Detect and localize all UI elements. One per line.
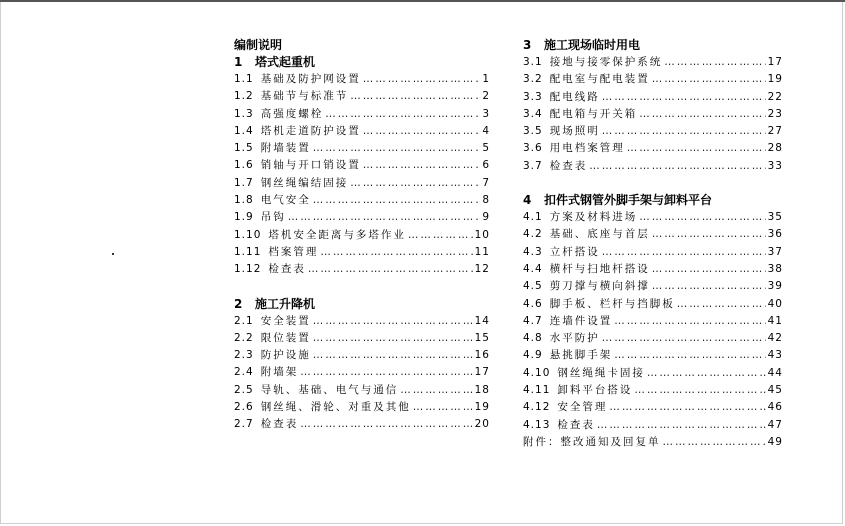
section-title: 塔式起重机: [255, 55, 316, 69]
toc-list-section-4: [523, 209, 783, 434]
toc-list-section-1: [234, 71, 490, 279]
leader-dots: [350, 175, 480, 192]
toc-entry[interactable]: [234, 330, 490, 347]
leader-dots: [313, 140, 481, 157]
toc-entry[interactable]: [234, 192, 490, 209]
toc-entry-number: 4.11: [523, 384, 551, 397]
leader-dots: [288, 209, 481, 226]
stray-mark: [112, 253, 114, 255]
toc-entry[interactable]: [523, 226, 783, 243]
toc-entry-number: 4.6: [523, 297, 543, 310]
toc-entry-number: 1.12: [234, 263, 262, 276]
toc-entry-number: 3.3: [523, 90, 543, 103]
toc-entry-title: 接地与接零保护系统: [549, 56, 663, 68]
toc-entry[interactable]: [523, 313, 783, 330]
toc-entry-title: 钢丝绳编结固接: [260, 176, 349, 189]
leader-dots: [634, 382, 765, 399]
section-number: 4: [523, 193, 532, 208]
leader-dots: [652, 261, 766, 278]
toc-entry-number: 1.11: [234, 245, 262, 258]
leader-dots: [363, 157, 481, 174]
toc-entry-page: 36: [767, 228, 783, 241]
leader-dots: [639, 106, 765, 123]
leader-dots: [647, 365, 766, 382]
toc-entry[interactable]: [523, 261, 783, 278]
toc-entry-number: 1.10: [234, 228, 262, 241]
toc-entry-page: 45: [767, 384, 783, 397]
toc-entry-number: 2.7: [234, 418, 254, 431]
toc-entry-title: 档案管理: [268, 245, 319, 258]
toc-entry-number: 4.5: [523, 280, 543, 293]
leader-dots: [677, 296, 766, 313]
toc-entry-number: 2.6: [234, 401, 254, 414]
toc-entry-page: 39: [767, 280, 783, 293]
toc-entry-number: 3.4: [523, 107, 543, 120]
toc-entry-number: 3.2: [523, 73, 543, 86]
toc-entry[interactable]: [234, 106, 490, 123]
toc-entry-title: 钢丝绳、滑轮、对重及其他: [260, 401, 411, 414]
toc-entry-title: 附墙装置: [260, 142, 311, 155]
leader-dots: [313, 330, 473, 347]
toc-entry-page: 37: [767, 245, 783, 258]
toc-entry[interactable]: [234, 416, 490, 433]
toc-entry-title: 悬挑脚手架: [549, 349, 613, 362]
header-title: 编制说明: [234, 38, 283, 52]
leader-dots: [363, 123, 481, 140]
leader-dots: [602, 123, 766, 140]
toc-entry-number: 3.5: [523, 125, 543, 138]
leader-dots: [652, 71, 766, 88]
leader-dots: [320, 244, 472, 261]
leader-dots: [602, 89, 766, 106]
toc-entry-title: 塔机安全距离与多塔作业: [268, 228, 406, 241]
toc-right-column: [523, 37, 783, 451]
toc-entry[interactable]: [523, 123, 783, 140]
leader-dots: [664, 54, 765, 71]
section-number: 3: [523, 38, 532, 52]
toc-list-section-3: [523, 54, 783, 175]
toc-entry[interactable]: [234, 244, 490, 261]
toc-entry-page: 5: [482, 142, 490, 155]
toc-entry-number: 2.3: [234, 349, 254, 362]
toc-entry-number: 1.5: [234, 142, 254, 155]
toc-entry-title: 配电线路: [549, 90, 600, 103]
toc-entry-title: 卸料平台搭设: [557, 384, 633, 397]
leader-dots: [639, 209, 765, 226]
toc-entry-title: 方案及材料进场: [549, 211, 638, 224]
leader-dots: [313, 347, 473, 364]
leader-dots: [652, 278, 766, 295]
toc-entry-page: 8: [482, 194, 490, 207]
section-heading-1: [234, 54, 490, 71]
toc-entry-number: 2.1: [234, 314, 254, 327]
toc-entry-page: 20: [474, 418, 490, 431]
leader-dots: [614, 313, 765, 330]
toc-entry[interactable]: [234, 382, 490, 399]
toc-entry-title: 吊钩: [260, 211, 286, 224]
toc-entry-page: 16: [474, 349, 490, 362]
leader-dots: [614, 347, 765, 364]
toc-entry-title: 立杆搭设: [549, 245, 600, 258]
section-heading-2: [234, 296, 490, 313]
toc-entry-page: 4: [482, 124, 490, 137]
toc-entry-page: 43: [767, 349, 783, 362]
toc-entry-title: 基础、底座与首层: [549, 228, 650, 241]
toc-entry-page: 6: [482, 159, 490, 172]
toc-entry-title: 检查表: [557, 418, 595, 431]
toc-entry-number: 4.9: [523, 349, 543, 362]
toc-entry-page: 19: [767, 73, 783, 86]
toc-entry[interactable]: [523, 209, 783, 226]
toc-entry-page: 17: [474, 366, 490, 379]
toc-entry-number: 1.7: [234, 176, 254, 189]
section-number: 2: [234, 296, 243, 311]
toc-entry[interactable]: [523, 399, 783, 416]
toc-entry[interactable]: [523, 296, 783, 313]
toc-list-appendix: [523, 434, 783, 451]
toc-entry-page: 27: [767, 125, 783, 138]
toc-entry-page: 47: [767, 418, 783, 431]
toc-entry-number: 4.13: [523, 418, 551, 431]
toc-entry-number: 1.1: [234, 73, 254, 85]
toc-entry-number: 4.3: [523, 245, 543, 258]
toc-entry-page: 19: [474, 401, 490, 414]
leader-dots: [350, 88, 480, 105]
leader-dots: [300, 416, 472, 433]
toc-entry-title: 连墙件设置: [549, 314, 613, 327]
toc-entry-title: 限位装置: [260, 331, 311, 344]
toc-entry-page: 10: [474, 228, 490, 241]
toc-entry-title: 检查表: [260, 418, 299, 431]
toc-entry-number: 4.4: [523, 262, 543, 275]
section-title: 施工现场临时用电: [544, 38, 641, 52]
toc-entry-page: 38: [767, 262, 783, 275]
toc-entry-page: 42: [767, 332, 783, 345]
toc-entry-page: 9: [482, 211, 490, 224]
toc-entry[interactable]: [523, 89, 783, 106]
leader-dots: [589, 158, 765, 175]
section-title: 施工升降机: [255, 296, 316, 311]
toc-entry[interactable]: [523, 330, 783, 347]
toc-entry-title: 安全装置: [260, 314, 311, 327]
toc-entry-title: 水平防护: [549, 332, 600, 345]
toc-entry[interactable]: [234, 347, 490, 364]
toc-entry-title: 用电档案管理: [549, 142, 625, 155]
leader-dots: [313, 313, 473, 330]
section-number: 1: [234, 55, 243, 69]
leader-dots: [308, 261, 473, 278]
leader-dots: [663, 434, 766, 451]
toc-entry-number: 4.1: [523, 211, 543, 224]
leader-dots: [300, 364, 472, 381]
toc-entry-title: 销轴与开口销设置: [260, 159, 361, 172]
toc-entry-title: 基础节与标准节: [260, 90, 349, 103]
toc-left-column: [234, 37, 490, 434]
toc-entry[interactable]: [523, 278, 783, 295]
toc-entry-title: 检查表: [549, 159, 588, 172]
toc-entry[interactable]: [234, 227, 490, 244]
toc-entry-page: 40: [767, 297, 783, 310]
toc-entry-title: 横杆与扫地杆搭设: [549, 262, 650, 275]
toc-entry[interactable]: [523, 347, 783, 364]
toc-entry-title: 脚手板、栏杆与挡脚板: [549, 297, 675, 310]
toc-entry-title: 附墙架: [260, 366, 299, 379]
toc-entry-page: 17: [767, 56, 783, 68]
toc-entry-number: 4.12: [523, 401, 551, 414]
toc-entry[interactable]: [523, 54, 783, 71]
toc-entry-number: 1.3: [234, 107, 254, 120]
toc-entry[interactable]: [234, 399, 490, 416]
toc-entry[interactable]: [523, 417, 783, 434]
toc-entry-number: 2.4: [234, 366, 254, 379]
toc-entry[interactable]: [234, 364, 490, 381]
toc-entry[interactable]: [234, 140, 490, 157]
toc-entry-page: 33: [767, 159, 783, 172]
leader-dots: [313, 192, 481, 209]
toc-entry-number: 1.9: [234, 211, 254, 224]
toc-entry-title: 钢丝绳绳卡固接: [557, 366, 645, 379]
toc-entry-page: 18: [474, 383, 490, 396]
toc-entry[interactable]: [523, 106, 783, 123]
toc-entry-page: 15: [474, 331, 490, 344]
section-heading-3: [523, 37, 783, 54]
toc-entry-title: 配电箱与开关箱: [549, 107, 638, 120]
toc-entry[interactable]: [234, 175, 490, 192]
toc-entry-title: 安全管理: [557, 401, 608, 414]
toc-entry-page: 28: [767, 142, 783, 155]
toc-entry[interactable]: [234, 88, 490, 105]
toc-entry-number: 4.10: [523, 366, 551, 379]
toc-entry[interactable]: [234, 261, 490, 278]
leader-dots: [363, 71, 481, 88]
toc-entry-appendix[interactable]: [523, 434, 783, 451]
leader-dots: [602, 244, 766, 261]
toc-entry-number: 4.8: [523, 332, 543, 345]
toc-entry[interactable]: [523, 244, 783, 261]
toc-entry[interactable]: [234, 71, 490, 88]
leader-dots: [325, 106, 480, 123]
toc-entry-title: 现场照明: [549, 125, 600, 138]
toc-entry-title: 防护设施: [260, 349, 311, 362]
toc-entry-page: 44: [767, 366, 783, 379]
leader-dots: [597, 417, 766, 434]
leader-dots: [413, 399, 473, 416]
toc-entry-page: 12: [474, 263, 490, 276]
toc-entry-title: 高强度螺栓: [260, 107, 324, 120]
toc-entry-title: 检查表: [268, 263, 306, 276]
toc-entry-number: 3.6: [523, 142, 543, 155]
section-title: 扣件式钢管外脚手架与卸料平台: [544, 193, 713, 208]
toc-entry-number: 2.5: [234, 383, 254, 396]
toc-entry[interactable]: [234, 209, 490, 226]
toc-entry-title: 电气安全: [260, 194, 311, 207]
toc-entry-page: 14: [474, 314, 490, 327]
toc-entry-number: 1.2: [234, 90, 254, 103]
leader-dots: [609, 399, 765, 416]
toc-entry-page: 22: [767, 90, 783, 103]
toc-entry-number: 3.1: [523, 56, 543, 68]
toc-entry[interactable]: [234, 313, 490, 330]
toc-entry-page: 7: [482, 176, 490, 189]
leader-dots: [602, 330, 766, 347]
toc-entry[interactable]: [234, 123, 490, 140]
toc-entry-page: 3: [482, 107, 490, 120]
toc-entry[interactable]: [523, 140, 783, 157]
toc-entry-page: 11: [474, 245, 490, 258]
toc-list-section-2: [234, 313, 490, 434]
leader-dots: [408, 227, 473, 244]
toc-entry-number: 4.2: [523, 228, 543, 241]
toc-entry[interactable]: [523, 382, 783, 399]
toc-entry-title: 配电室与配电装置: [549, 73, 650, 86]
toc-entry-page: 23: [767, 107, 783, 120]
toc-entry-title: 导轨、基础、电气与通信: [260, 383, 399, 396]
toc-entry-page: 46: [767, 401, 783, 414]
toc-entry-number: 3.7: [523, 159, 543, 172]
toc-entry-title: 附件：整改通知及回复单: [523, 435, 661, 448]
toc-entry-title: 剪刀撑与横向斜撑: [549, 280, 650, 293]
toc-entry-page: 35: [767, 211, 783, 224]
toc-entry[interactable]: [523, 158, 783, 175]
leader-dots: [627, 140, 766, 157]
toc-entry-page: 41: [767, 314, 783, 327]
leader-dots: [652, 226, 766, 243]
toc-entry-number: 2.2: [234, 331, 254, 344]
toc-entry-number: 1.4: [234, 124, 254, 137]
leader-dots: [400, 382, 472, 399]
toc-entry[interactable]: [523, 71, 783, 88]
toc-entry-page: 49: [767, 435, 783, 448]
toc-entry-number: 1.8: [234, 194, 254, 207]
toc-entry-title: 塔机走道防护设置: [260, 124, 361, 137]
toc-entry-number: 4.7: [523, 314, 543, 327]
section-heading-4: [523, 192, 783, 209]
toc-entry-number: 1.6: [234, 159, 254, 172]
toc-entry[interactable]: [523, 365, 783, 382]
toc-entry-page: 2: [482, 90, 490, 103]
toc-entry[interactable]: [234, 157, 490, 174]
toc-entry-page: 1: [482, 73, 490, 85]
toc-entry-title: 基础及防护网设置: [260, 73, 361, 85]
top-border: [0, 0, 845, 2]
